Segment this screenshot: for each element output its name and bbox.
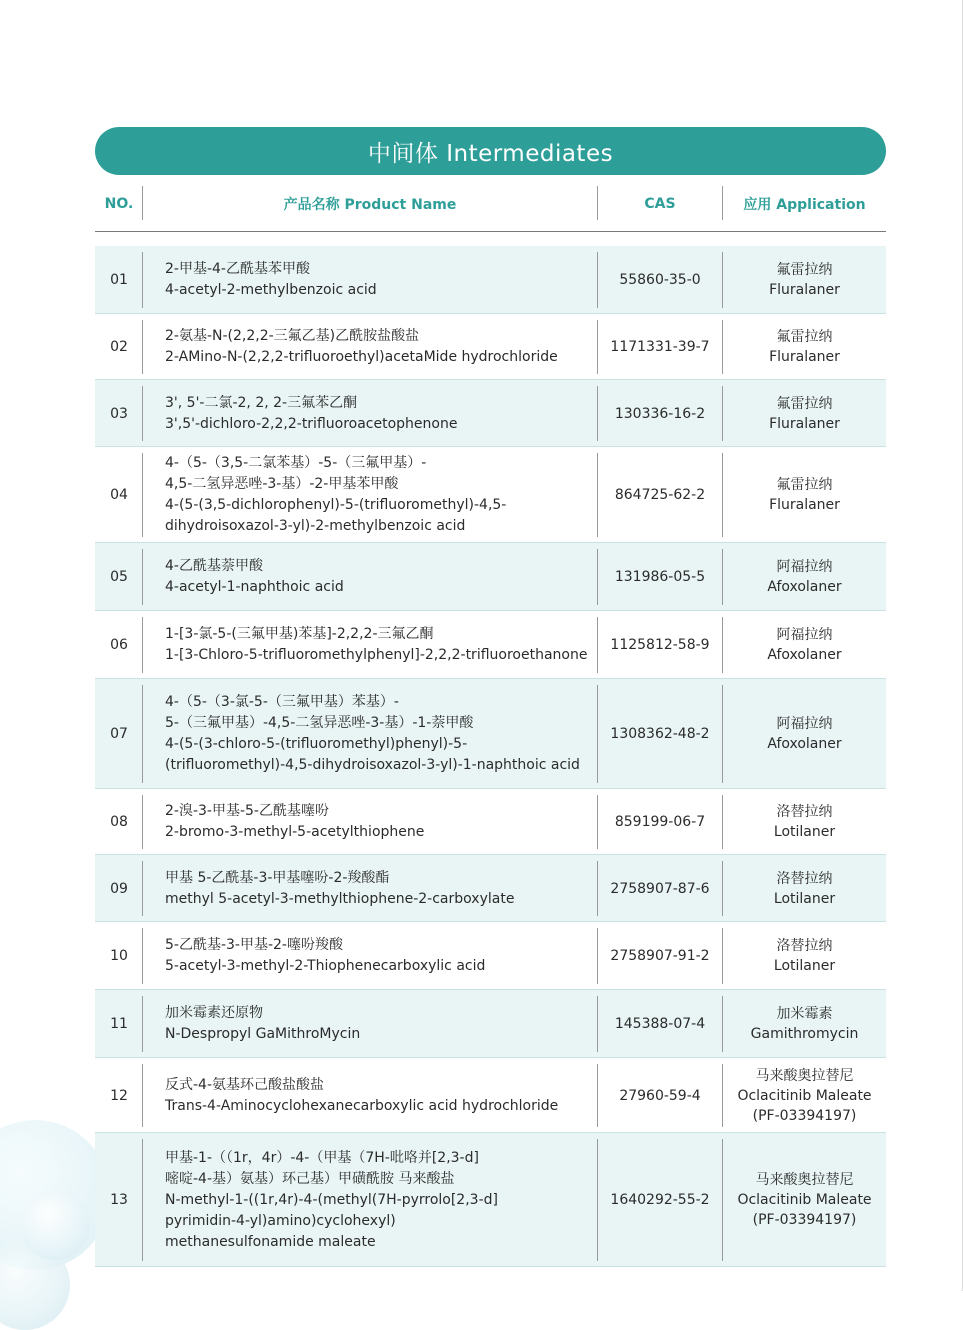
application-line: 氟雷拉纳 [776, 262, 833, 278]
header-product-name: 产品名称 Product Name [283, 197, 457, 213]
cas-number: 55860-35-0 [619, 272, 701, 288]
product-name-cn: 5-乙酰基-3-甲基-2-噻吩羧酸 [165, 937, 343, 953]
table-row [95, 1133, 886, 1267]
product-name-cn: 2-氨基-N-(2,2,2-三氟乙基)乙酰胺盐酸盐 [165, 328, 420, 344]
header-application: 应用 Application [743, 197, 866, 213]
application [723, 1058, 886, 1133]
cas-number: 1171331-39-7 [610, 339, 710, 355]
application [723, 447, 886, 543]
product-name-cn: 3', 5'-二氯-2, 2, 2-三氟苯乙酮 [165, 394, 358, 411]
column-divider [142, 320, 143, 374]
product-name-en: (trifluoromethyl)-4,5-dihydroisoxazol-3-yl)-1-naphthoic acid [165, 757, 580, 773]
header-column-divider [722, 186, 723, 220]
column-divider [142, 928, 143, 984]
product-name-en: methyl 5-acetyl-3-methylthiophene-2-carboxylate [165, 890, 515, 907]
product-name [165, 789, 595, 855]
application-line: (PF-03394197) [752, 1107, 857, 1124]
decorative-bubble [20, 1190, 90, 1260]
table-row [95, 611, 886, 679]
product-name-cn: 反式-4-氨基环己酸盐酸盐 [165, 1076, 325, 1093]
product-name-cn: 4-（5-（3-氯-5-（三氟甲基）苯基）- [165, 694, 399, 710]
application-line: 氟雷拉纳 [776, 477, 833, 493]
column-divider [142, 549, 143, 605]
column-divider [142, 617, 143, 673]
cas-number: 27960-59-4 [619, 1087, 701, 1104]
application [723, 679, 886, 789]
header-no: NO. [104, 196, 134, 212]
application-line: 洛替拉纳 [776, 870, 833, 887]
application-line: 氟雷拉纳 [776, 395, 833, 412]
column-divider [722, 549, 723, 605]
product-name-cn: 4-（5-（3,5-二氯苯基）-5-（三氟甲基）- [165, 455, 427, 471]
column-divider [597, 1064, 598, 1127]
table-row [95, 789, 886, 855]
column-divider [722, 928, 723, 984]
table-row [95, 922, 886, 990]
row-number: 08 [110, 814, 128, 830]
table-row [95, 1058, 886, 1133]
application-line: Oclacitinib Maleate [737, 1087, 872, 1104]
product-name [165, 922, 595, 990]
product-name-cn: 1-[3-氯-5-(三氟甲基)苯基]-2,2,2-三氟乙酮 [165, 626, 434, 642]
product-name-en: pyrimidin-4-yl)amino)cyclohexyl) [165, 1212, 396, 1229]
table-row [95, 380, 886, 447]
header-divider [95, 231, 886, 232]
row-divider [95, 1266, 886, 1267]
application-line: 加米霉素 [776, 1006, 833, 1022]
application [723, 789, 886, 855]
product-name [165, 1058, 595, 1133]
column-divider [142, 252, 143, 308]
product-name-en: 4-acetyl-2-methylbenzoic acid [165, 282, 377, 298]
product-name-en: N-Despropyl GaMithroMycin [165, 1026, 361, 1042]
application [723, 543, 886, 611]
column-divider [597, 617, 598, 673]
column-divider [722, 1139, 723, 1261]
cas-number: 145388-07-4 [614, 1016, 706, 1032]
cas-number: 864725-62-2 [614, 487, 706, 503]
application-line: 洛替拉纳 [776, 938, 833, 954]
product-name-en: 1-[3-Chloro-5-trifluoromethylphenyl]-2,2,2-trifluoroethanone [165, 647, 588, 663]
product-name [165, 855, 595, 922]
row-number: 03 [110, 405, 128, 422]
application [723, 855, 886, 922]
cas-number: 1125812-58-9 [610, 637, 710, 653]
application [723, 990, 886, 1058]
row-number: 07 [110, 726, 128, 742]
header-cas: CAS [644, 196, 676, 212]
application-line: 马来酸奥拉替尼 [755, 1067, 854, 1084]
cas-number: 1640292-55-2 [610, 1192, 710, 1208]
application-line: Afoxolaner [767, 579, 842, 595]
column-divider [722, 795, 723, 849]
column-divider [722, 386, 723, 441]
application-line: 阿福拉纳 [776, 716, 833, 732]
column-divider [597, 861, 598, 916]
product-name-en: 3',5'-dichloro-2,2,2-trifluoroacetophenone [165, 415, 458, 432]
application [723, 380, 886, 447]
cas-number: 131986-05-5 [614, 569, 706, 585]
table-row [95, 990, 886, 1058]
product-name [165, 679, 595, 789]
column-divider [722, 617, 723, 673]
product-name-cn: 2-甲基-4-乙酰基苯甲酸 [165, 261, 310, 277]
application-line: (PF-03394197) [752, 1212, 857, 1228]
row-number: 06 [110, 637, 128, 653]
column-divider [142, 453, 143, 537]
product-name-en: 2-AMino-N-(2,2,2-trifluoroethyl)acetaMide hydrochloride [165, 349, 558, 365]
column-divider [597, 320, 598, 374]
column-divider [142, 996, 143, 1052]
row-number: 11 [110, 1016, 128, 1032]
row-number: 09 [110, 880, 128, 897]
row-number: 01 [110, 272, 128, 288]
product-name-cn: 5-（三氟甲基）-4,5-二氢异恶唑-3-基）-1-萘甲酸 [165, 715, 474, 731]
product-name-en: methanesulfonamide maleate [165, 1233, 376, 1250]
product-name-cn: 4,5-二氢异恶唑-3-基）-2-甲基苯甲酸 [165, 476, 399, 492]
table-row [95, 447, 886, 543]
application-line: Afoxolaner [767, 647, 842, 663]
product-name-en: 4-(5-(3-chloro-5-(trifluoromethyl)phenyl)-5- [165, 736, 468, 752]
product-name [165, 990, 595, 1058]
application [723, 1133, 886, 1267]
product-name-cn: 2-溴-3-甲基-5-乙酰基噻吩 [165, 803, 329, 819]
product-name-cn: 嘧啶-4-基）氨基）环己基）甲磺酰胺 马来酸盐 [165, 1170, 455, 1187]
table-row [95, 314, 886, 380]
application-line: 马来酸奥拉替尼 [755, 1172, 854, 1188]
column-divider [722, 1064, 723, 1127]
application-line: Afoxolaner [767, 736, 842, 752]
product-name [165, 380, 595, 447]
column-divider [142, 685, 143, 783]
row-number: 02 [110, 339, 128, 355]
header-column-divider [597, 186, 598, 220]
column-divider [142, 386, 143, 441]
product-name-cn: 4-乙酰基萘甲酸 [165, 558, 263, 574]
row-number: 10 [110, 948, 128, 964]
header-column-divider [142, 186, 143, 220]
application-line: Fluralaner [769, 497, 840, 513]
product-name-en: dihydroisoxazol-3-yl)-2-methylbenzoic acid [165, 518, 466, 534]
application-line: Lotilaner [773, 824, 836, 840]
product-name-cn: 甲基-1-（（1r，4r）-4-（甲基（7H-吡咯并[2,3-d] [165, 1149, 479, 1166]
application-line: Fluralaner [769, 282, 840, 298]
application-line: 洛替拉纳 [776, 804, 833, 820]
page-edge-highlight [960, 0, 961, 1291]
application [723, 611, 886, 679]
column-divider [722, 996, 723, 1052]
column-divider [597, 386, 598, 441]
product-name [165, 543, 595, 611]
application-line: Gamithromycin [750, 1026, 859, 1042]
application-line: 氟雷拉纳 [776, 329, 833, 345]
table-row [95, 679, 886, 789]
column-divider [722, 453, 723, 537]
application [723, 314, 886, 380]
application [723, 246, 886, 314]
column-divider [142, 1139, 143, 1261]
cas-number: 859199-06-7 [614, 814, 706, 830]
column-divider [597, 795, 598, 849]
cas-number: 130336-16-2 [614, 405, 706, 422]
cas-number: 2758907-87-6 [610, 880, 710, 897]
product-name [165, 1133, 595, 1267]
application-line: Fluralaner [769, 349, 840, 365]
column-divider [722, 320, 723, 374]
product-name-en: 4-(5-(3,5-dichlorophenyl)-5-(trifluoromethyl)-4,5- [165, 497, 507, 513]
column-divider [722, 861, 723, 916]
cas-number: 1308362-48-2 [610, 726, 710, 742]
application-line: Oclacitinib Maleate [737, 1192, 872, 1208]
column-divider [722, 685, 723, 783]
product-name-cn: 加米霉素还原物 [165, 1005, 263, 1021]
column-divider [142, 861, 143, 916]
application-line: Lotilaner [773, 890, 836, 907]
column-divider [597, 685, 598, 783]
product-name [165, 246, 595, 314]
column-divider [142, 795, 143, 849]
column-divider [722, 252, 723, 308]
application-line: 阿福拉纳 [776, 627, 833, 643]
product-name [165, 447, 595, 543]
product-name-en: 2-bromo-3-methyl-5-acetylthiophene [165, 824, 425, 840]
product-name [165, 611, 595, 679]
column-divider [597, 928, 598, 984]
column-divider [597, 1139, 598, 1261]
column-divider [597, 996, 598, 1052]
row-number: 12 [110, 1087, 128, 1104]
product-name-cn: 甲基 5-乙酰基-3-甲基噻吩-2-羧酸酯 [165, 869, 390, 886]
product-name-en: 5-acetyl-3-methyl-2-Thiophenecarboxylic acid [165, 958, 486, 974]
table-row [95, 246, 886, 314]
column-divider [597, 549, 598, 605]
column-divider [597, 453, 598, 537]
application-line: Lotilaner [773, 958, 836, 974]
product-name-en: 4-acetyl-1-naphthoic acid [165, 579, 344, 595]
table-row [95, 543, 886, 611]
row-number: 05 [110, 569, 128, 585]
table-row [95, 855, 886, 922]
product-name-en: N-methyl-1-((1r,4r)-4-(methyl(7H-pyrrolo[2,3-d] [165, 1191, 498, 1208]
column-divider [142, 1064, 143, 1127]
row-number: 04 [110, 487, 128, 503]
product-name [165, 314, 595, 380]
application-line: 阿福拉纳 [776, 559, 833, 575]
application [723, 922, 886, 990]
cas-number: 2758907-91-2 [610, 948, 710, 964]
application-line: Fluralaner [769, 415, 840, 432]
product-name-en: Trans-4-Aminocyclohexanecarboxylic acid hydrochloride [165, 1097, 559, 1114]
column-divider [597, 252, 598, 308]
table-header [95, 186, 886, 222]
row-number: 13 [110, 1192, 128, 1208]
section-title: 中间体 Intermediates [95, 127, 886, 175]
